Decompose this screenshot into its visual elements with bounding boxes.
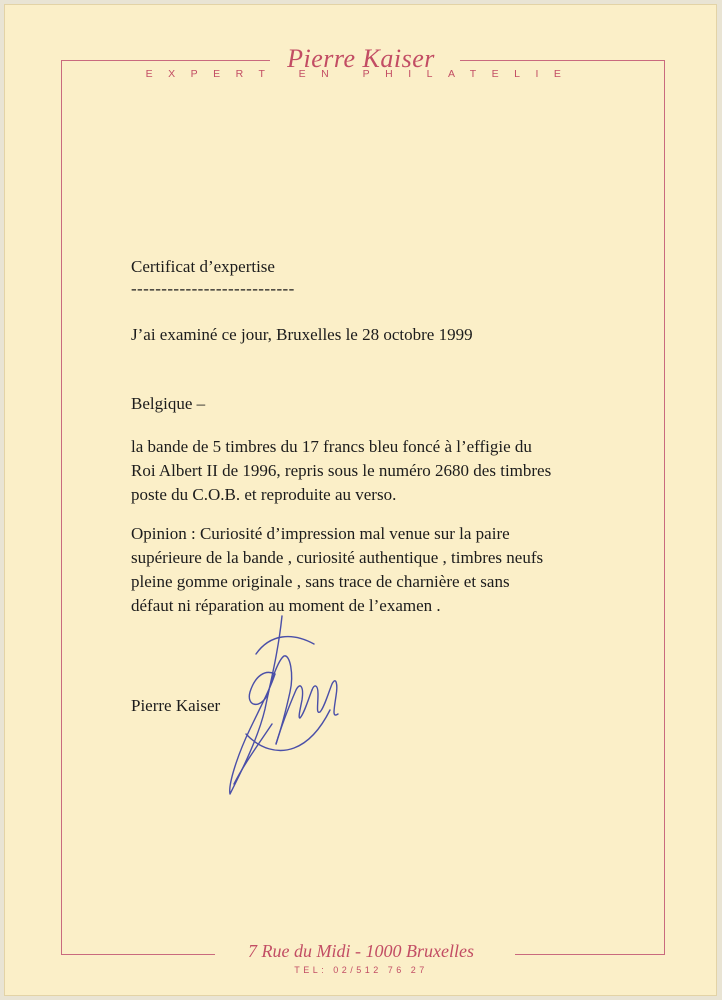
footer-phone: TEL: 02/512 76 27	[294, 965, 428, 975]
country-line: Belgique –	[131, 394, 206, 413]
letterhead	[0, 36, 722, 73]
handwritten-signature	[220, 614, 350, 799]
opinion-line: défaut ni réparation au moment de l’examen .	[131, 596, 441, 615]
description-line: Roi Albert II de 1996, repris sous le numéro 2680 des timbres	[131, 461, 552, 480]
opinion-line: Opinion : Curiosité d’impression mal venue sur la paire	[131, 524, 510, 543]
page-border-frame	[61, 60, 665, 955]
description-line: la bande de 5 timbres du 17 francs bleu foncé à l’effigie du	[131, 437, 532, 456]
opinion-line: pleine gomme originale , sans trace de charnière et sans	[131, 572, 510, 591]
title-underline: ---------------------------	[131, 279, 295, 298]
date-line: J’ai examiné ce jour, Bruxelles le 28 octobre 1999	[131, 325, 473, 344]
certificate-title: Certificat d’expertise	[131, 257, 275, 276]
letterhead-name: Pierre Kaiser	[277, 44, 445, 74]
footer-address: 7 Rue du Midi - 1000 Bruxelles	[248, 941, 474, 961]
opinion-line: supérieure de la bande , curiosité authentique , timbres neufs	[131, 548, 544, 567]
signatory-name: Pierre Kaiser	[131, 696, 221, 715]
description-line: poste du C.O.B. et reproduite au verso.	[131, 485, 397, 504]
letterhead-subtitle: EXPERT EN PHILATELIE	[145, 68, 577, 80]
